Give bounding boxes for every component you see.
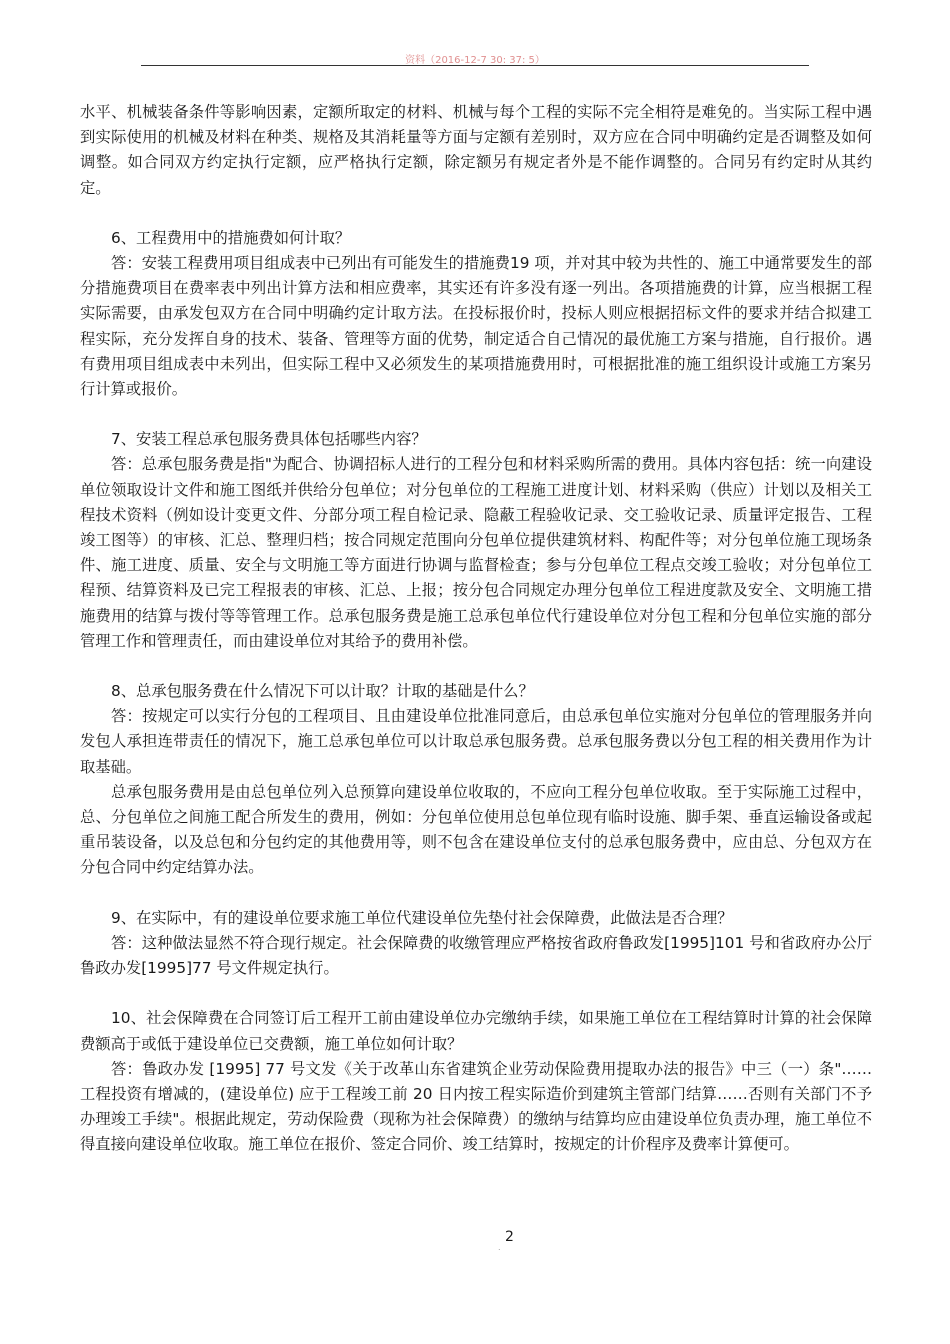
footer-dot: . <box>498 1243 501 1252</box>
question-8: 8、总承包服务费在什么情况下可以计取？计取的基础是什么？ <box>111 682 534 701</box>
answer-7: 答：总承包服务费是指"为配合、协调招标人进行的工程分包和材料采购所需的费用。具体内容包括：统一向建设单位领取设计文件和施工图纸并供给分包单位；对分包单位的工程施工进度计划、材料采购（供应）计划以及相关工程技术资料（例如设计变更文件、分部分项工程自检记录、隐蔽工程验收记录、交工验收记录、质量评定报告、工程竣工图等）的审核、汇总、整理归档；按合同规定范围向分包单位提供建筑材料、构配件等；对分包单位施工现场条件、施工进度、质量、安全与文明施工等方面进行协调与监督检查；参与分包单位工程点交竣工验收；对分包单位工程预、结算资料及已完工程报表的审核、汇总、上报；按分包合同规定办理分包单位工程进度款及安全、文明施工措施费用的结算与拨付等等管理工作。总承包服务费是施工总承包单位代行建设单位对分包工程和分包单位实施的部分管理工作和管理责任，而由建设单位对其给予的费用补偿。 <box>80 455 872 650</box>
header-stamp: 资料（2016-12-7 30: 37: 5） <box>405 55 545 66</box>
paragraph-intro: 水平、机械装备条件等影响因素，定额所取定的材料、机械与每个工程的实际不完全相符是难免的。当实际工程中遇到实际使用的机械及材料在种类、规格及其消耗量等方面与定额有差别时，双方应在合同中明确约定是否调整及如何调整。如合同双方约定执行定额，应严格执行定额，除定额另有规定者外是不能作调整的。合同另有约定时从其约定。 <box>80 103 872 197</box>
question-6: 6、工程费用中的措施费如何计取？ <box>111 228 351 247</box>
document-body <box>80 100 872 1158</box>
answer-8-continued: 总承包服务费用是由总包单位列入总预算向建设单位收取的，不应向工程分包单位收取。至于实际施工过程中，总、分包单位之间施工配合所发生的费用，例如：分包单位使用总包单位现有临时设施、脚手架、垂直运输设备或起重吊装设备，以及总包和分包约定的其他费用等，则不包含在建设单位支付的总承包服务费中，应由总、分包双方在分包合同中约定结算办法。 <box>80 782 872 877</box>
paragraph-gap <box>80 201 872 226</box>
question-9: 9、在实际中，有的建设单位要求施工单位代建设单位先垫付社会保障费，此做法是否合理？ <box>111 908 733 927</box>
answer-6: 答：安装工程费用项目组成表中已列出有可能发生的措施费19 项，并对其中较为共性的、施工中通常要发生的部分措施费项目在费率表中列出计算方法和相应费率，其实还有许多没有逐一列出。各项措施费的计算，应当根据工程实际需要，由承发包双方在合同中明确约定计取方法。在投标报价时，投标人则应根据招标文件的要求并结合拟建工程实际，充分发挥自身的技术、装备、管理等方面的优势，制定适合自己情况的最优施工方案与措施，自行报价。遇有费用项目组成表中未列出，但实际工程中又必须发生的某项措施费用时，可根据批准的施工组织设计或施工方案另行计算或报价。 <box>80 254 872 399</box>
paragraph-gap <box>80 881 872 906</box>
answer-9: 答：这种做法显然不符合现行规定。社会保障费的收缴管理应严格按省政府鲁政发[1995]101 号和省政府办公厅鲁政办发[1995]77 号文件规定执行。 <box>80 933 872 978</box>
question-10: 10、社会保障费在合同签订后工程开工前由建设单位办完缴纳手续，如果施工单位在工程结算时计算的社会保障费额高于或低于建设单位已交费额，施工单位如何计取？ <box>80 1009 872 1053</box>
header-divider <box>141 65 809 66</box>
paragraph-gap <box>80 402 872 427</box>
paragraph-gap <box>80 654 872 679</box>
answer-10: 答：鲁政办发 [1995] 77 号文发《关于改革山东省建筑企业劳动保险费用提取办法的报告》中三（一）条"……工程投资有增减的，(建设单位) 应于工程竣工前 20 日内按工程实际造价到建筑主管部门结算……否则有关部门不予办理竣工手续"。根据此规定，劳动保险费（现称为社会保障费）的缴纳与结算均应由建设单位负责办理，施工单位不得直接向建设单位收取。施工单位在报价、签定合同价、竣工结算时，按规定的计价程序及费率计算便可。 <box>80 1059 872 1154</box>
question-7: 7、安装工程总承包服务费具体包括哪些内容？ <box>111 430 427 449</box>
paragraph-gap <box>80 981 872 1006</box>
answer-8: 答：按规定可以实行分包的工程项目、且由建设单位批准同意后，由总承包单位实施对分包单位的管理服务并向发包人承担连带责任的情况下，施工总承包单位可以计取总承包服务费。总承包服务费以分包工程的相关费用作为计取基础。 <box>80 707 872 776</box>
page-number: 2 <box>505 1229 514 1245</box>
